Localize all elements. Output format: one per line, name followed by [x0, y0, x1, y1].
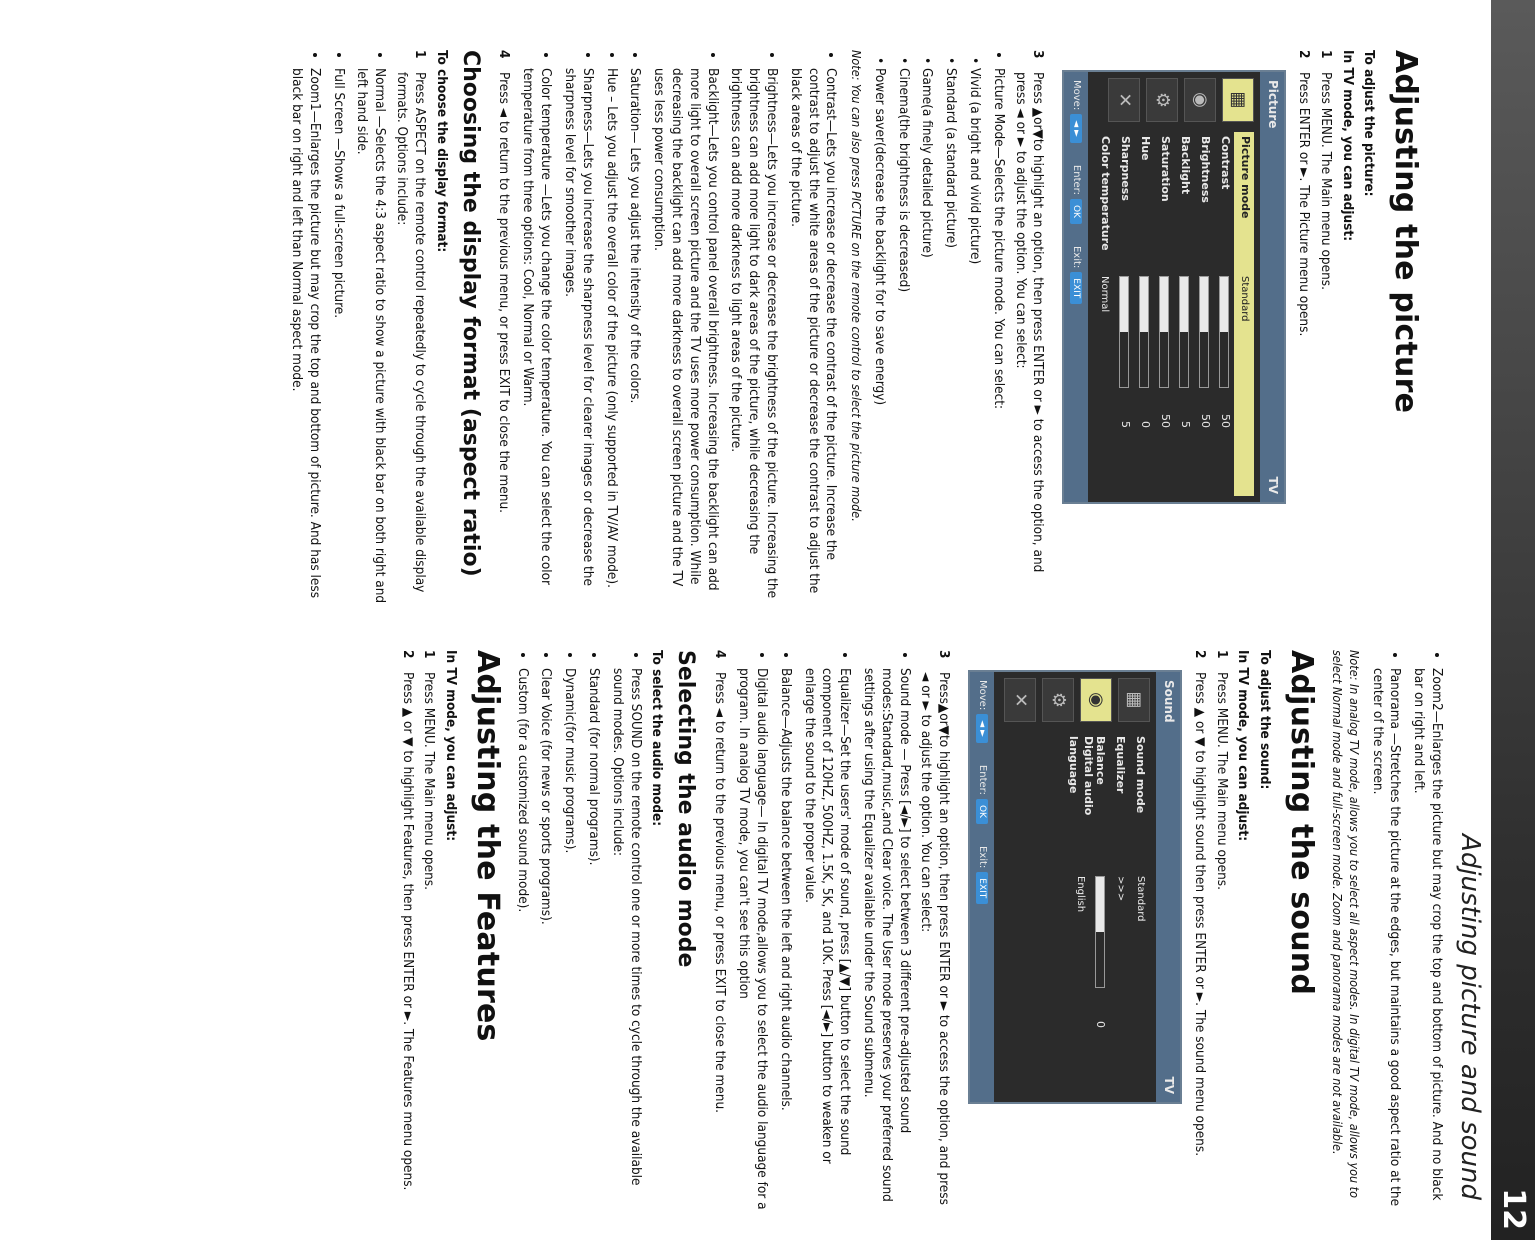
- picture-intro-2: In TV mode, you can adjust:: [1339, 50, 1356, 242]
- features-step-2: 2 Press ▲ or ▼ to highlight Features, then press ENTER or ►. The Features menu opens.: [399, 650, 416, 1191]
- menu-row-number: 0: [1094, 1021, 1108, 1028]
- menu-row-value: >>>: [1114, 876, 1126, 902]
- section-title-features: Adjusting the Features: [469, 650, 505, 1042]
- menu-row-slider-fill: [1180, 277, 1188, 332]
- left-column: [281, 50, 1425, 605]
- sound-step-2: 2 Press ▲ or ▼ to highlight sound then press ENTER or ►. The sound menu opens.: [1191, 650, 1208, 1157]
- aspect-options-list: • Normal —Selects the 4:3 aspect ratio to show a picture with black bar on both right and left hand side. • Full Screen —Shows a full-screen picture. • Zoom1—Enlarges the picture but may crop the top and bottom of picture. And has less black bar on right and left than Normal aspect mode.: [287, 50, 388, 605]
- sound-step-4: 4 Press ◄ to return to the previous menu, or press EXIT to close the menu.: [712, 650, 729, 1113]
- picture-step-1: 1 Press MENU. The Main menu opens.: [1317, 50, 1334, 290]
- running-header: Adjusting picture and sound: [1455, 834, 1485, 1200]
- menu-row-number: 5: [1178, 421, 1192, 428]
- menu-row-slider: [1179, 276, 1189, 388]
- aspect-options-continued: • Zoom2—Enlarges the picture but may crop the top and bottom of picture. And no black bar on right and left. • Panorama —Stretches the picture at the edges, but maintains a good aspect ratio at the center of the screen.: [1368, 650, 1445, 1210]
- menu-row-label: Color temperature: [1098, 136, 1112, 251]
- audio-text: • Press SOUND on the remote control one or more times to cycle through the available sound modes. Options include:: [608, 668, 644, 1210]
- sound-intro-2: In TV mode, you can adjust:: [1235, 650, 1252, 842]
- settings-tab-icon: ⚙: [1146, 78, 1178, 122]
- menu-row-number: 50: [1218, 414, 1232, 428]
- menu-row-label: Sharpness: [1118, 136, 1132, 201]
- sound-menu-list: [1000, 732, 1150, 1096]
- sound-tab-icon: ◉: [1080, 678, 1112, 722]
- sound-menu-row: [1110, 732, 1130, 1096]
- picture-menu-row: [1134, 132, 1154, 496]
- menu-row-label: Balance: [1094, 736, 1108, 785]
- menu-row-label: Hue: [1138, 136, 1152, 161]
- menu-row-label: Saturation: [1158, 136, 1172, 202]
- menu-row-slider-fill: [1200, 277, 1208, 332]
- menu-row-slider-fill: [1096, 877, 1104, 932]
- menu-row-value: Normal: [1098, 276, 1110, 313]
- sound-menu-mode: TV: [1161, 1076, 1176, 1094]
- features-intro: In TV mode, you can adjust:: [443, 650, 460, 842]
- menu-row-slider-fill: [1120, 277, 1128, 332]
- section-title-sound: Adjusting the sound: [1283, 650, 1319, 996]
- picture-step-2: 2 Press ENTER or ►. The Picture menu opens.: [1295, 50, 1312, 337]
- menu-row-label: Contrast: [1218, 136, 1232, 190]
- sound-step-3: 3 Press▲or▼to highlight an option, then press ENTER or ► to access the option, and press ◄ or ► to adjust the option. You can select:: [918, 650, 953, 1205]
- sound-menu-title: Sound: [1161, 680, 1176, 723]
- picture-menu-screenshot: Picture TV ▦ ◉ ⚙ ✕ Picture mode Standard Contrast 50 Brightness 50 Backlight 5 Saturation 50 Hue 0 Sharpness 5 Color temperature Normal Move:◄ ► Enter:OK Exit:EXIT: [1062, 70, 1286, 504]
- menu-row-slider: [1219, 276, 1229, 388]
- picture-step-4: 4 Press ◄ to return to the previous menu, or press EXIT to close the menu.: [496, 50, 513, 513]
- section-title-picture: Adjusting the picture: [1388, 50, 1423, 414]
- move-key-icon: ◄ ►: [1070, 114, 1082, 143]
- menu-row-slider: [1199, 276, 1209, 388]
- picture-menu-row: [1214, 132, 1234, 496]
- header-band: [1491, 0, 1535, 1240]
- menu-row-value: Standard: [1238, 276, 1250, 322]
- menu-row-slider-fill: [1140, 277, 1148, 332]
- picture-options-list: • Contrast—Lets you increase or decrease the contrast of the picture. Increase the contrast to adjust the white areas of the picture or decrease the contrast to adjust the black areas of the picture. • Brightness—Lets you increase or decrease the brightness of the picture. Increasing the brightness can add more light to dark areas of the picture, while decreasing the brightness can add more darkness to light areas of the picture. • Backlight—Lets you control panel overall brightness. Increasing the backlight can add more light to overall screen picture and the TV uses more power consumption. While decreasing the backlight can add more darkness to overall screen picture and the TV uses less power consumption. • Saturation— Lets you adjust the intensity of the colors. • Hue – Lets you adjust the overall color of the picture (only supported in TV/AV mode). • Sharpness—Lets you increase the sharpness level for clearer images or decrease the sharpness level for smoother images. • Color temperature —Lets you change the color temperature. You can select the color temperature from three options: Cool, Normal or Warm.: [518, 50, 839, 605]
- aspect-step-1: 1 Press ASPECT on the remote control repeatedly to cycle through the available display formats. Options include:: [393, 50, 428, 593]
- picture-menu-row: [1114, 132, 1134, 496]
- sound-menu-row: [1067, 732, 1095, 1096]
- menu-row-slider: [1139, 276, 1149, 388]
- menu-row-number: 50: [1158, 414, 1172, 428]
- menu-row-value: English: [1074, 876, 1086, 913]
- sound-menu-screenshot: Sound TV ▦ ◉ ⚙ ✕ Sound mode Standard Equalizer >>> Balance 0 Digital audio language English Move:◄ ► Enter:OK Exit:EXIT: [968, 670, 1182, 1104]
- features-step-1: 1 Press MENU. The Main menu opens.: [421, 650, 438, 890]
- picture-menu-row: [1094, 132, 1114, 496]
- page-number: 12: [1496, 1188, 1531, 1230]
- picture-tab-icon: ▦: [1222, 78, 1254, 122]
- picture-menu-title: Picture: [1266, 80, 1281, 129]
- menu-row-label: Brightness: [1198, 136, 1212, 203]
- menu-row-slider: [1119, 276, 1129, 388]
- menu-row-label: Backlight: [1178, 136, 1192, 195]
- picture-mode-list: • Vivid (a bright and vivid picture) • Standard (a standard picture) • Game(a finely detailed picture) • Cinema(the brightness is decreased) • Power saver(decrease the backlight for to save energy): [870, 50, 983, 605]
- settings-tab-icon: ⚙: [1042, 678, 1074, 722]
- section-title-aspect: Choosing the display format (aspect ratio): [457, 50, 483, 577]
- menu-row-number: 0: [1138, 421, 1152, 428]
- menu-row-slider-fill: [1160, 277, 1168, 332]
- aspect-intro: To choose the display format:: [433, 50, 450, 253]
- sound-options-list: • Sound mode — Press [◄/►] to select between 3 different pre-adjusted sound modes:Standard,music,and Clear voice. The User mode preserves your preferred sound settings after using the Equalizer available under the Sound submenu. • Equalizer—Set the users' mode of sound, press [▲/▼] button to select the sound component of 120HZ, 500HZ, 1.5K, 5K, and 10K. Press [◄/►] button to weaken or enlarge the sound to the proper value. • Balance—Adjusts the balance between the left and right audio channels. • Digital audio language— In digital TV mode,allows you to select the audio language for a program. In analog TV mode, you can't see this option: [734, 650, 912, 1210]
- move-key-icon: ◄ ►: [976, 714, 988, 743]
- menu-row-label: Equalizer: [1114, 736, 1128, 794]
- menu-row-slider-fill: [1220, 277, 1228, 332]
- menu-row-label: Sound mode: [1134, 736, 1148, 814]
- menu-row-slider: [1095, 876, 1105, 988]
- picture-menu-row: [1154, 132, 1174, 496]
- picture-menu-row: [1174, 132, 1194, 496]
- menu-row-label: Digital audio language: [1067, 736, 1095, 816]
- picture-step-3: 3 Press ▲or▼to highlight an option, then press ENTER or ► to access the option, and press ◄ or ► to adjust the option. You can select:: [1012, 50, 1047, 573]
- picture-menu-mode: TV: [1266, 476, 1281, 494]
- sound-step-1: 1 Press MENU. The Main menu opens.: [1213, 650, 1230, 890]
- menu-row-slider: [1159, 276, 1169, 388]
- sound-menu-row: [1130, 732, 1150, 1096]
- right-column: [394, 650, 1445, 1210]
- sound-intro-1: To adjust the sound:: [1257, 650, 1274, 790]
- audio-options-list: • Standard (for normal programs). • Dynamic(for music programs). • Clear Voice (for news or sports programs). • Custom (for a customized sound mode).: [513, 650, 602, 1210]
- picture-menu-row: [1234, 132, 1254, 496]
- section-title-audio-mode: Selecting the audio mode: [673, 650, 699, 968]
- menu-row-label: Picture mode: [1238, 136, 1252, 219]
- tools-tab-icon: ✕: [1108, 78, 1140, 122]
- picture-tab-icon: ▦: [1118, 678, 1150, 722]
- menu-row-value: Standard: [1134, 876, 1146, 922]
- picture-menu-row: [1194, 132, 1214, 496]
- picture-mode-item: • Picture Mode—Selects the picture mode. You can select:: [989, 68, 1007, 605]
- menu-row-number: 50: [1198, 414, 1212, 428]
- aspect-note: Note: In analog TV mode, allows you to select all aspect modes. In digital TV mode, allows you to select Normal mode and full-screen mode. Zoom and panorama modes are not available.: [1330, 650, 1362, 1198]
- menu-row-number: 5: [1118, 421, 1132, 428]
- picture-note: Note: You can also press PICTURE on the remote control to select the picture mode.: [848, 50, 864, 522]
- picture-intro-1: To adjust the picture:: [1361, 50, 1378, 197]
- picture-menu-list: [1094, 132, 1254, 496]
- tools-tab-icon: ✕: [1004, 678, 1036, 722]
- audio-intro: To select the audio mode:: [649, 650, 666, 827]
- sound-tab-icon: ◉: [1184, 78, 1216, 122]
